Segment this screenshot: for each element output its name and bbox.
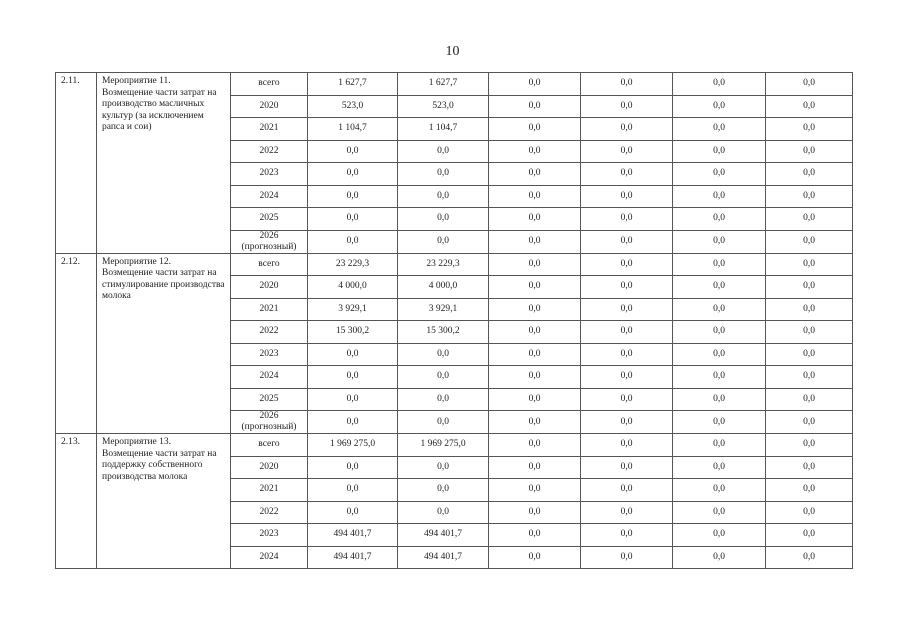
value-cell: 0,0 [673,276,766,299]
value-cell: 0,0 [581,388,673,411]
value-cell: 523,0 [308,95,398,118]
value-cell: 0,0 [489,321,581,344]
value-cell: 0,0 [308,230,398,253]
year-cell: 2020 [231,276,308,299]
year-cell: 2026 (прогнозный) [231,230,308,253]
value-cell: 0,0 [581,434,673,457]
value-cell: 0,0 [489,366,581,389]
page-number: 10 [445,44,460,59]
value-cell: 0,0 [581,140,673,163]
value-cell: 0,0 [581,456,673,479]
value-cell: 3 929,1 [398,298,489,321]
section-title: Мероприятие 12. [102,256,172,267]
value-cell: 0,0 [673,411,766,434]
value-cell: 0,0 [308,388,398,411]
year-cell: всего [231,434,308,457]
value-cell: 0,0 [766,524,853,547]
value-cell: 0,0 [766,479,853,502]
value-cell: 0,0 [581,276,673,299]
value-cell: 0,0 [489,118,581,141]
value-cell: 0,0 [766,73,853,96]
value-cell: 0,0 [489,140,581,163]
value-cell: 0,0 [766,434,853,457]
value-cell: 0,0 [489,253,581,276]
value-cell: 0,0 [398,343,489,366]
value-cell: 0,0 [766,321,853,344]
value-cell: 0,0 [766,253,853,276]
value-cell: 0,0 [581,524,673,547]
value-cell: 0,0 [766,230,853,253]
value-cell: 0,0 [673,163,766,186]
value-cell: 1 969 275,0 [398,434,489,457]
value-cell: 0,0 [673,230,766,253]
value-cell: 0,0 [581,73,673,96]
year-cell: 2020 [231,95,308,118]
value-cell: 0,0 [673,118,766,141]
value-cell: 0,0 [581,501,673,524]
value-cell: 1 104,7 [308,118,398,141]
value-cell: 0,0 [766,388,853,411]
value-cell: 0,0 [489,388,581,411]
value-cell: 0,0 [308,479,398,502]
year-cell: 2023 [231,343,308,366]
value-cell: 0,0 [581,366,673,389]
section-name [97,73,231,254]
value-cell: 0,0 [673,546,766,569]
value-cell: 0,0 [673,434,766,457]
value-cell: 1 104,7 [398,118,489,141]
value-cell: 0,0 [766,95,853,118]
value-cell: 0,0 [581,95,673,118]
year-cell: 2021 [231,298,308,321]
section-name [97,434,231,569]
value-cell: 0,0 [489,434,581,457]
value-cell: 0,0 [308,185,398,208]
value-cell: 0,0 [673,366,766,389]
value-cell: 0,0 [489,298,581,321]
value-cell: 0,0 [766,208,853,231]
value-cell: 0,0 [398,140,489,163]
value-cell: 0,0 [581,163,673,186]
value-cell: 0,0 [581,321,673,344]
value-cell: 0,0 [766,276,853,299]
section-description: Возмещение части затрат на поддержку собственного производства молока [102,448,217,482]
value-cell: 0,0 [673,479,766,502]
value-cell: 0,0 [673,298,766,321]
value-cell: 0,0 [673,253,766,276]
value-cell: 0,0 [489,95,581,118]
value-cell: 0,0 [581,230,673,253]
table-row [56,253,853,276]
section-title: Мероприятие 13. [102,437,172,447]
value-cell: 0,0 [766,163,853,186]
value-cell: 0,0 [766,298,853,321]
value-cell: 0,0 [581,411,673,434]
value-cell: 0,0 [398,479,489,502]
value-cell: 0,0 [673,456,766,479]
year-cell: 2022 [231,501,308,524]
value-cell: 4 000,0 [308,276,398,299]
value-cell: 0,0 [581,546,673,569]
year-cell: 2022 [231,140,308,163]
value-cell: 0,0 [308,366,398,389]
year-cell: 2020 [231,456,308,479]
year-cell: 2023 [231,163,308,186]
year-cell: 2024 [231,366,308,389]
value-cell: 0,0 [489,501,581,524]
value-cell: 0,0 [766,456,853,479]
table-row [56,73,853,96]
value-cell: 0,0 [673,140,766,163]
value-cell: 494 401,7 [398,546,489,569]
value-cell: 0,0 [489,343,581,366]
value-cell: 494 401,7 [308,546,398,569]
value-cell: 23 229,3 [308,253,398,276]
year-cell: 2024 [231,185,308,208]
value-cell: 0,0 [398,230,489,253]
value-cell: 0,0 [489,230,581,253]
value-cell: 0,0 [398,208,489,231]
value-cell: 0,0 [398,501,489,524]
section-description: Возмещение части затрат на стимулирование производства молока [102,268,225,301]
section-number: 2.11. [56,73,97,254]
value-cell: 0,0 [766,411,853,434]
year-cell: всего [231,73,308,96]
value-cell: 0,0 [766,501,853,524]
value-cell: 0,0 [489,524,581,547]
table-row [56,434,853,457]
value-cell: 0,0 [398,185,489,208]
value-cell: 0,0 [766,140,853,163]
section-description: Возмещение части затрат на производство масличных культур (за исключением рапса и сои) [102,87,217,132]
section-title: Мероприятие 11. [102,76,171,86]
value-cell: 0,0 [398,163,489,186]
budget-table [55,72,853,569]
value-cell: 0,0 [489,479,581,502]
value-cell: 0,0 [489,456,581,479]
value-cell: 0,0 [308,343,398,366]
value-cell: 0,0 [766,546,853,569]
value-cell: 0,0 [673,343,766,366]
section-number: 2.13. [56,434,97,569]
value-cell: 0,0 [673,185,766,208]
value-cell: 0,0 [308,140,398,163]
value-cell: 0,0 [581,343,673,366]
value-cell: 0,0 [308,501,398,524]
value-cell: 0,0 [766,185,853,208]
year-cell: 2022 [231,321,308,344]
value-cell: 0,0 [308,163,398,186]
value-cell: 0,0 [581,253,673,276]
value-cell: 0,0 [766,118,853,141]
value-cell: 0,0 [489,276,581,299]
value-cell: 0,0 [308,411,398,434]
value-cell: 494 401,7 [398,524,489,547]
value-cell: 0,0 [673,321,766,344]
value-cell: 0,0 [766,343,853,366]
value-cell: 0,0 [308,208,398,231]
value-cell: 0,0 [581,118,673,141]
value-cell: 494 401,7 [308,524,398,547]
value-cell: 0,0 [489,73,581,96]
value-cell: 15 300,2 [308,321,398,344]
year-cell: 2026 (прогнозный) [231,411,308,434]
value-cell: 0,0 [489,546,581,569]
value-cell: 0,0 [673,501,766,524]
year-cell: 2023 [231,524,308,547]
value-cell: 4 000,0 [398,276,489,299]
value-cell: 0,0 [398,411,489,434]
value-cell: 0,0 [489,163,581,186]
value-cell: 15 300,2 [398,321,489,344]
value-cell: 23 229,3 [398,253,489,276]
value-cell: 1 969 275,0 [308,434,398,457]
value-cell: 0,0 [673,524,766,547]
year-cell: 2021 [231,118,308,141]
value-cell: 0,0 [581,298,673,321]
value-cell: 0,0 [581,479,673,502]
value-cell: 0,0 [489,185,581,208]
value-cell: 0,0 [489,411,581,434]
value-cell: 0,0 [766,366,853,389]
value-cell: 0,0 [673,95,766,118]
value-cell: 0,0 [673,388,766,411]
year-cell: 2021 [231,479,308,502]
value-cell: 3 929,1 [308,298,398,321]
value-cell: 0,0 [308,456,398,479]
year-cell: 2024 [231,546,308,569]
value-cell: 0,0 [581,185,673,208]
section-number: 2.12. [56,253,97,434]
value-cell: 0,0 [398,456,489,479]
year-cell: всего [231,253,308,276]
value-cell: 0,0 [673,73,766,96]
value-cell: 0,0 [398,388,489,411]
value-cell: 0,0 [489,208,581,231]
value-cell: 1 627,7 [308,73,398,96]
year-cell: 2025 [231,208,308,231]
year-cell: 2025 [231,388,308,411]
value-cell: 0,0 [581,208,673,231]
value-cell: 523,0 [398,95,489,118]
value-cell: 1 627,7 [398,73,489,96]
value-cell: 0,0 [673,208,766,231]
value-cell: 0,0 [398,366,489,389]
section-name [97,253,231,434]
